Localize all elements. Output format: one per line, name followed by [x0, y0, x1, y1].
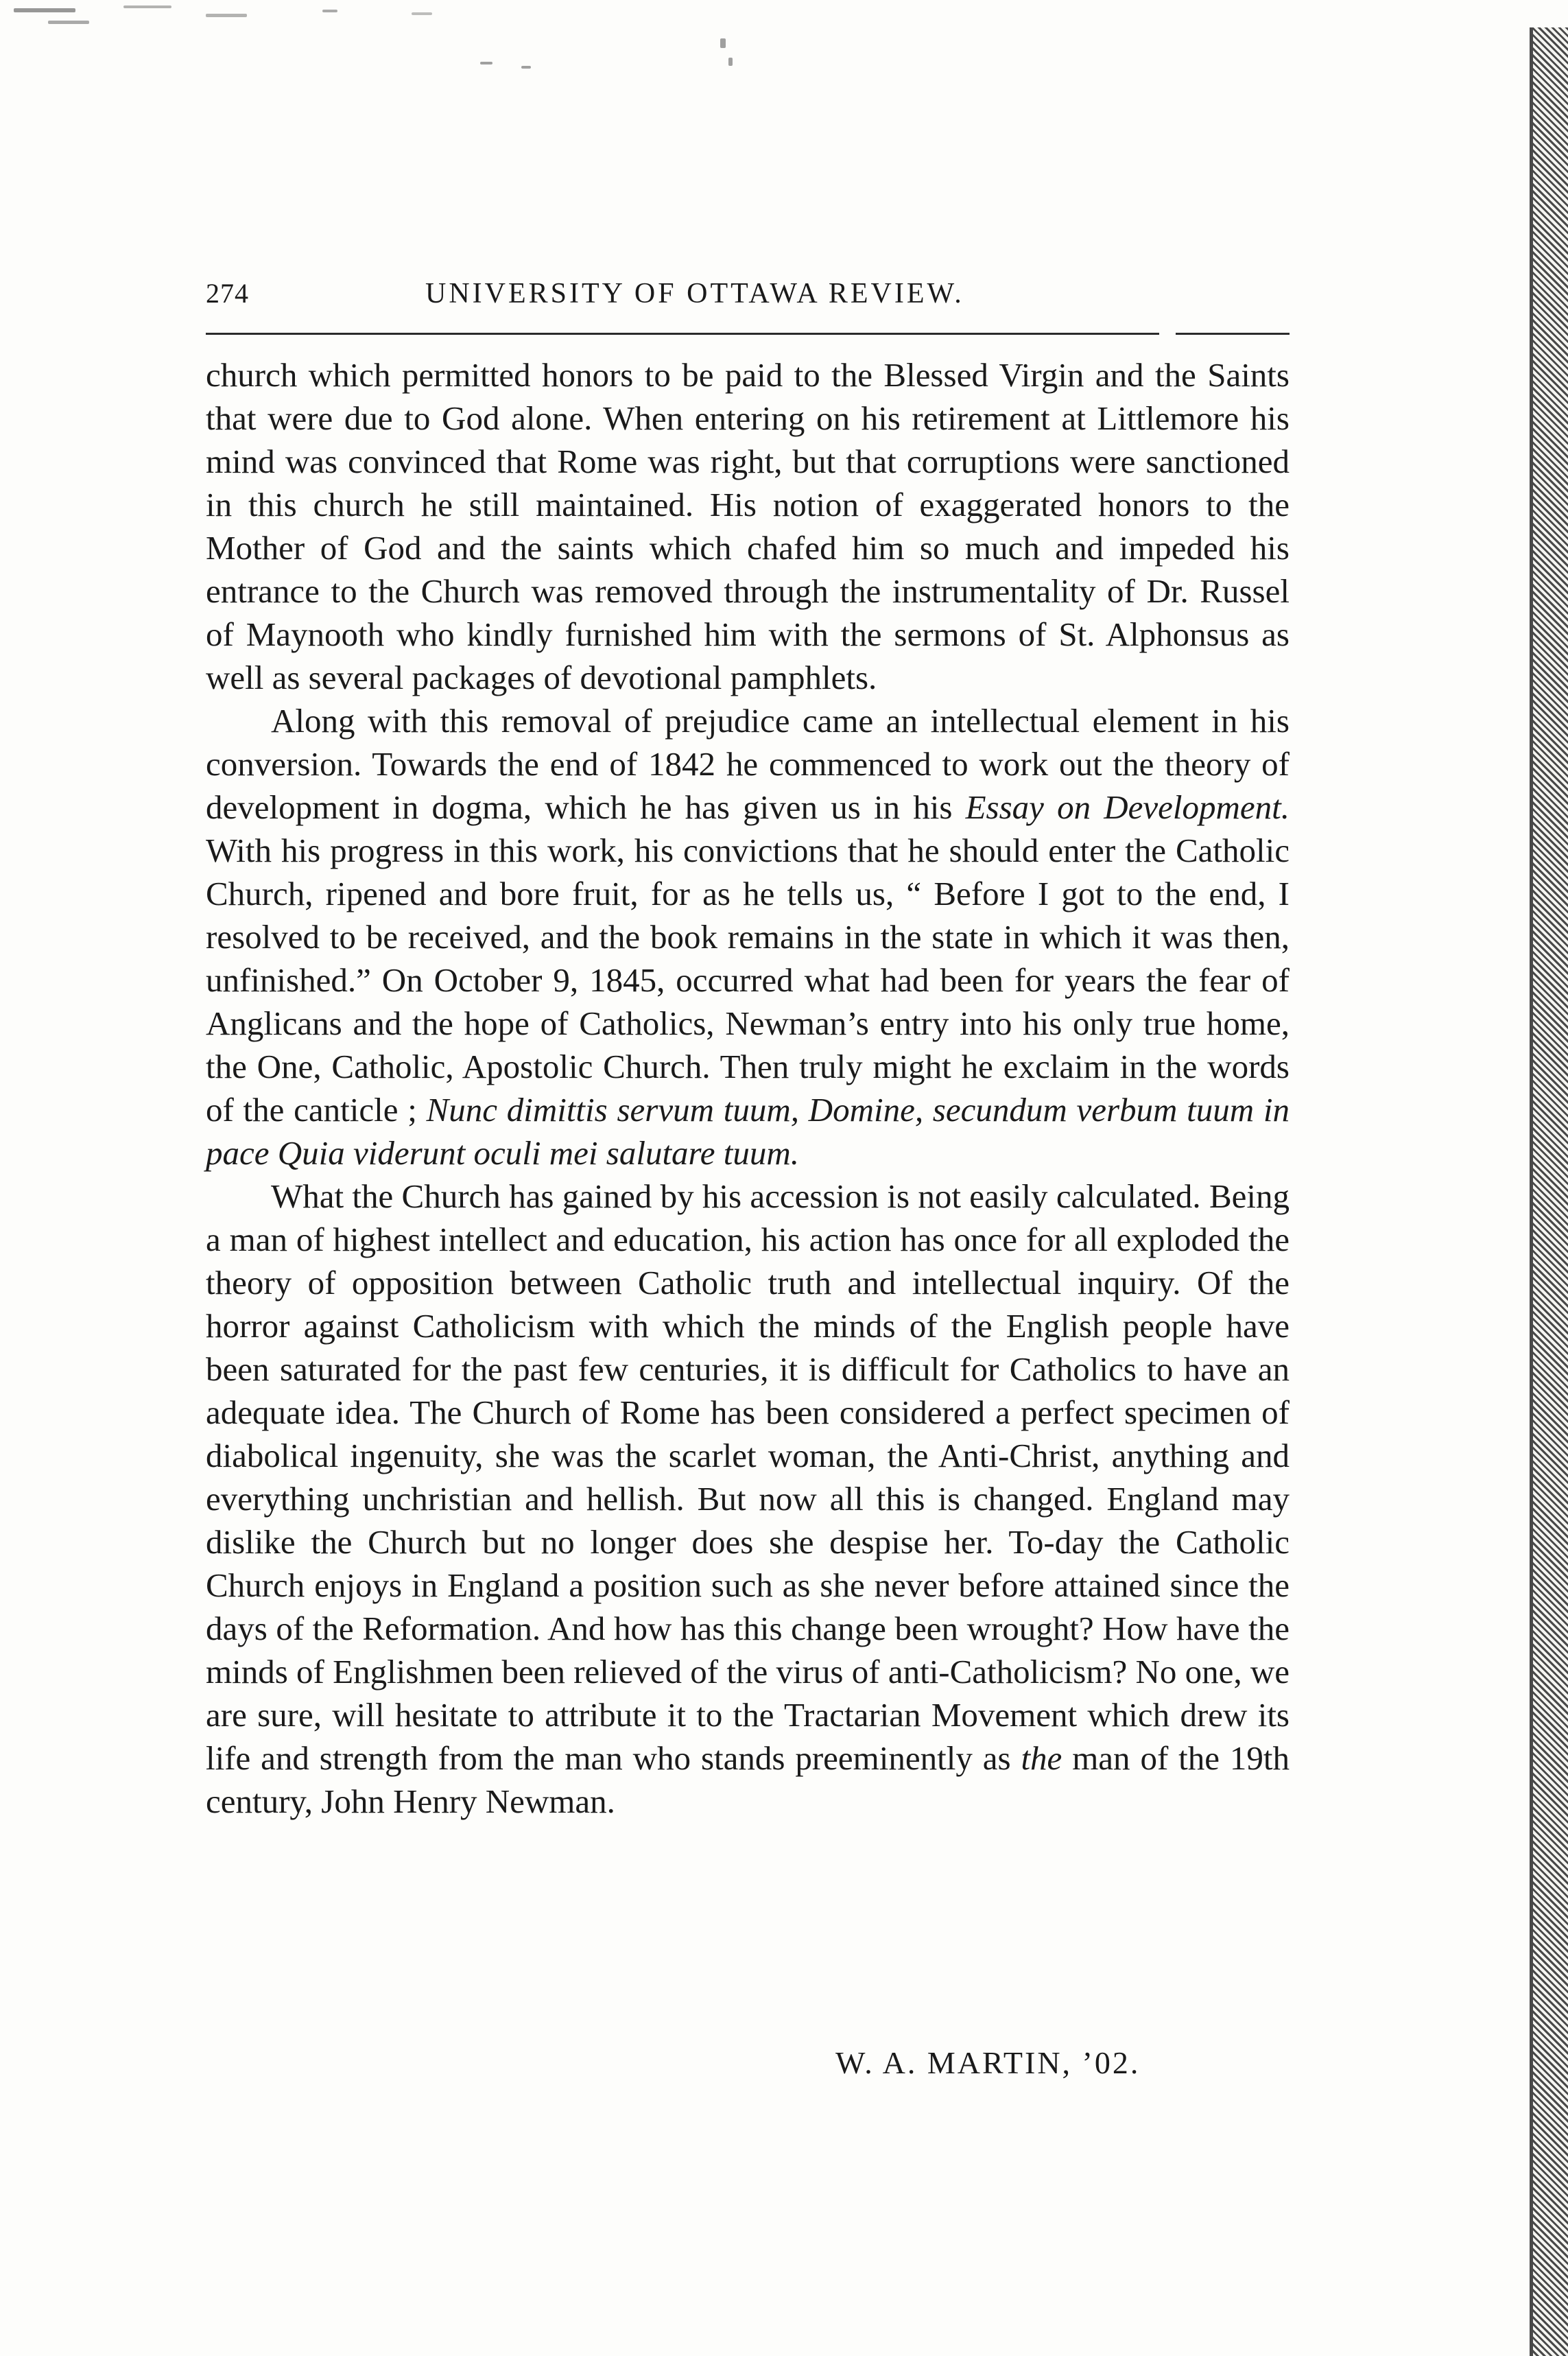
italic-emphasis: the	[1021, 1739, 1062, 1777]
scan-speck	[521, 66, 531, 69]
running-title: UNIVERSITY OF OTTAWA REVIEW.	[425, 278, 964, 309]
paragraph-3	[206, 1175, 1290, 1823]
paragraph-text: man of the 19th century, John Henry Newman.	[206, 1739, 1290, 1820]
page-number: 274	[206, 278, 249, 309]
paragraph-text: With his progress in this work, his convictions that he should enter the Catholic Church, ripened and bore fruit, for as he tells us, “ Before I got to the end, I resolved to be received, and the book remains in the state in which it was then, unfinished.” On October 9, 1845, occurred what had been for years the fear of Anglicans and the hope of Catholics, Newman’s entry into his only true home, the One, Catholic, Apostolic Church. Then truly might he exclaim in the words of the canticle ;	[206, 832, 1290, 1129]
scan-speck	[720, 38, 726, 48]
binding-edge	[1530, 27, 1568, 2356]
paragraph-text: church which permitted honors to be paid to the Blessed Virgin and the Saints that were due to God alone. When entering on his retirement at Littlemore his mind was convinced that Rome was right, but that corruptions were sanctioned in this church he still maintained. His notion of exaggerated honors to the Mother of God and the saints which chafed him so much and impeded his entrance to the Church was removed through the instrumentality of Dr. Russel of Maynooth who kindly furnished him with the sermons of St. Alphonsus as well as several packages of devotional pamphlets.	[206, 356, 1290, 696]
scan-speck	[480, 62, 492, 64]
article-body	[206, 353, 1290, 1823]
scan-speck	[206, 14, 247, 17]
scan-speck	[728, 58, 733, 66]
paragraph-2	[206, 699, 1290, 1175]
header-rule	[206, 333, 1290, 335]
running-head	[206, 277, 1290, 318]
scan-specks	[0, 0, 755, 82]
paragraph-1	[206, 353, 1290, 699]
scan-speck	[412, 12, 432, 15]
scan-speck	[123, 5, 171, 8]
scan-speck	[322, 10, 337, 12]
author-signature: W. A. MARTIN, ’02.	[835, 2045, 1141, 2080]
scan-speck	[14, 8, 75, 12]
italic-latin-quote: Nunc dimittis servum tuum, Domine, secundum verbum tuum in pace Quia viderunt oculi mei salutare tuum.	[206, 1091, 1290, 1172]
paragraph-text: What the Church has gained by his accession is not easily calculated. Being a man of highest intellect and education, his action has once for all exploded the theory of opposition between Catholic truth and intellectual inquiry. Of the horror against Catholicism with which the minds of the English people have been saturated for the past few centuries, it is difficult for Catholics to have an adequate idea. The Church of Rome has been considered a perfect specimen of diabolical ingenuity, she was the scarlet woman, the Anti-Christ, anything and everything unchristian and hellish. But now all this is changed. England may dislike the Church but no longer does she despise her. To-day the Catholic Church enjoys in England a position such as she never before attained since the days of the Reformation. And how has this change been wrought? How have the minds of Englishmen been relieved of the virus of anti-Catholicism? No one, we are sure, will hesitate to attribute it to the Tractarian Movement which drew its life and strength from the man who stands preeminently as	[206, 1177, 1290, 1777]
italic-book-title: Essay on Development.	[965, 788, 1290, 826]
paragraph-text: Along with this removal of prejudice came an intellectual element in his conversion. Towards the end of 1842 he commenced to work out the theory of development in dogma, which he has given us in his	[206, 702, 1290, 826]
scan-speck	[48, 21, 89, 24]
